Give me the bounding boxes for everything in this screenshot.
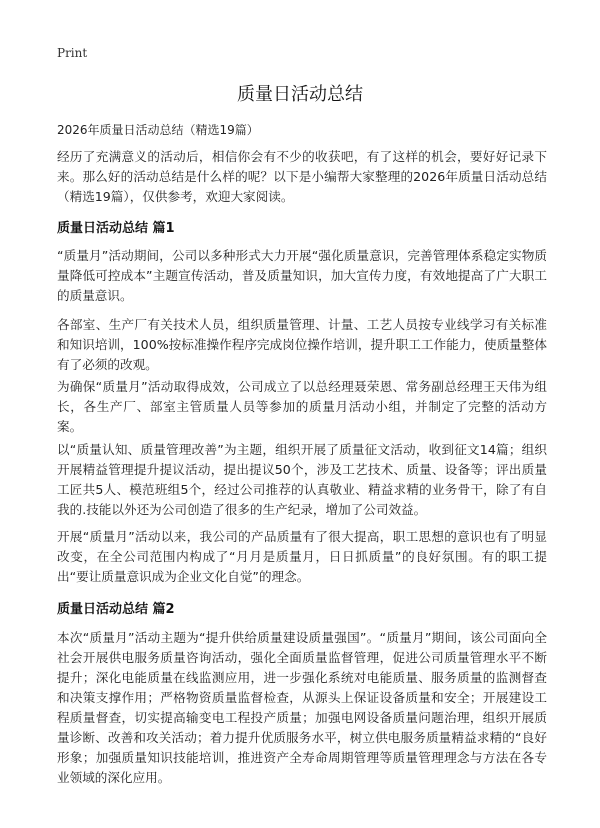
document-subtitle: 2026年质量日活动总结（精选19篇） bbox=[57, 123, 259, 137]
section-heading-1: 质量日活动总结 篇1 bbox=[57, 221, 175, 236]
intro-paragraph: 经历了充满意义的活动后，相信你会有不少的收获吧，有了这样的机会，要好好记录下来。那么好的活动总结是什么样的呢？以下是小编帮大家整理的2026年质量日活动总结（精选19篇），仅供参考，欢迎大家阅读。 bbox=[57, 149, 547, 204]
section-1-paragraph-4: 以“质量认知、质量管理改善”为主题，组织开展了质量征文活动，收到征文14篇；组织开展精益管理提升提议活动，提出提议50个，涉及工艺技术、质量、设备等；评出质量工匠共5人、模范班组5个，经过公司推荐的认真敬业、精益求精的业务骨干，除了有自我的.技能以外还为公司创造了很多的生产纪录，增加了公司效益。 bbox=[57, 442, 547, 517]
section-1-paragraph-3: 为确保“质量月”活动取得成效，公司成立了以总经理聂荣恩、常务副总经理王天伟为组长，各生产厂、部室主管质量人员等参加的质量月活动小组，并制定了完整的活动方案。 bbox=[57, 379, 547, 434]
page-title: 质量日活动总结 bbox=[237, 84, 363, 105]
section-1-paragraph-1: “质量月”活动期间，公司以多种形式大力开展“强化质量意识，完善管理体系稳定实物质量降低可控成本”主题宣传活动，普及质量知识，加大宣传力度，有效地提高了广大职工的质量意识。 bbox=[57, 248, 547, 303]
section-1-paragraph-2: 各部室、生产厂有关技术人员，组织质量管理、计量、工艺人员按专业线学习有关标准和知识培训，100%按标准操作程序完成岗位操作培训，提升职工工作能力，使质量整体有了必须的改观。 bbox=[57, 317, 547, 372]
section-1-paragraph-5: 开展“质量月”活动以来，我公司的产品质量有了很大提高，职工思想的意识也有了明显改变，在全公司范围内构成了“月月是质量月，日日抓质量”的良好氛围。有的职工提出“要让质量意识成为企业文化自觉”的理念。 bbox=[57, 529, 547, 584]
section-2-paragraph-1: 本次“质量月”活动主题为“提升供给质量建设质量强国”。“质量月”期间，该公司面向全社会开展供电服务质量咨询活动，强化全面质量监督管理，促进公司质量管理水平不断提升；深化电能质量在线监测应用，进一步强化系统对电能质量、服务质量的监测督查和决策支撑作用；严格物资质量监督检查，从源头上保证设备质量和安全；开展建设工程质量督查，切实提高输变电工程投产质量；加强电网设备质量问题治理，组织开展质量诊断、改善和攻关活动；着力提升优质服务水平，树立供电服务质量精益求精的“良好形象；加强质量知识技能培训，推进资产全寿命周期管理等质量管理理念与方法在各专业领域的深化应用。 bbox=[57, 630, 547, 785]
print-link[interactable]: Print bbox=[57, 46, 88, 60]
section-heading-2: 质量日活动总结 篇2 bbox=[57, 602, 175, 617]
